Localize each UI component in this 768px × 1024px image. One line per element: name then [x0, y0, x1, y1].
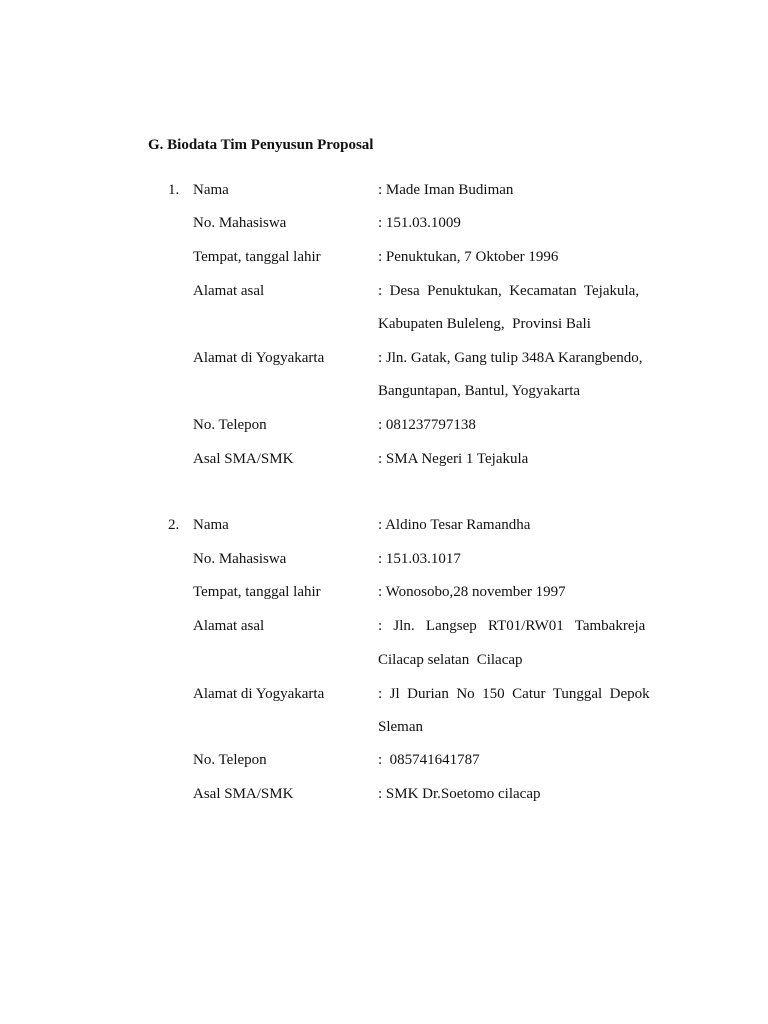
person-1-ttl-label: Tempat, tanggal lahir — [193, 249, 321, 265]
section-heading: G. Biodata Tim Penyusun Proposal — [148, 137, 374, 153]
person-1-nama-value: : Made Iman Budiman — [378, 182, 514, 198]
person-2-yogya-value-line1: : Jl Durian No 150 Catur Tunggal Depok — [378, 686, 650, 702]
person-1-telp-value: : 081237797138 — [378, 417, 476, 433]
person-1-asal-label: Alamat asal — [193, 283, 265, 299]
person-2-asal-value-line1: : Jln. Langsep RT01/RW01 Tambakreja — [378, 618, 646, 634]
person-2-ttl-value: : Wonosobo,28 november 1997 — [378, 584, 566, 600]
person-1-telp-label: No. Telepon — [193, 417, 267, 433]
person-1-asal-value-line2: Kabupaten Buleleng, Provinsi Bali — [378, 316, 591, 332]
person-2-ttl-label: Tempat, tanggal lahir — [193, 584, 321, 600]
person-1-yogya-label: Alamat di Yogyakarta — [193, 350, 325, 366]
person-1-sma-label: Asal SMA/SMK — [193, 451, 294, 467]
person-1-nim-label: No. Mahasiswa — [193, 215, 287, 231]
person-2-nama-value: : Aldino Tesar Ramandha — [378, 517, 531, 533]
person-2-telp-label: No. Telepon — [193, 752, 267, 768]
person-2-telp-value: : 085741641787 — [378, 752, 480, 768]
person-2-nim-label: No. Mahasiswa — [193, 551, 287, 567]
person-1-nim-value: : 151.03.1009 — [378, 215, 461, 231]
person-1-asal-value-line1: : Desa Penuktukan, Kecamatan Tejakula, — [378, 283, 640, 299]
person-2-asal-label: Alamat asal — [193, 618, 265, 634]
person-1-number: 1. — [168, 182, 180, 198]
person-2-number: 2. — [168, 517, 180, 533]
person-1-yogya-value-line1: : Jln. Gatak, Gang tulip 348A Karangbendo, — [378, 350, 643, 366]
person-1-ttl-value: : Penuktukan, 7 Oktober 1996 — [378, 249, 559, 265]
person-2-nim-value: : 151.03.1017 — [378, 551, 461, 567]
person-2-sma-label: Asal SMA/SMK — [193, 786, 294, 802]
person-1-nama-label: Nama — [193, 182, 229, 198]
person-2-sma-value: : SMK Dr.Soetomo cilacap — [378, 786, 541, 802]
person-1-yogya-value-line2: Banguntapan, Bantul, Yogyakarta — [378, 383, 581, 399]
person-2-yogya-label: Alamat di Yogyakarta — [193, 686, 325, 702]
person-2-yogya-value-line2: Sleman — [378, 719, 423, 735]
person-1-sma-value: : SMA Negeri 1 Tejakula — [378, 451, 529, 467]
person-2-nama-label: Nama — [193, 517, 229, 533]
person-2-asal-value-line2: Cilacap selatan Cilacap — [378, 652, 523, 668]
